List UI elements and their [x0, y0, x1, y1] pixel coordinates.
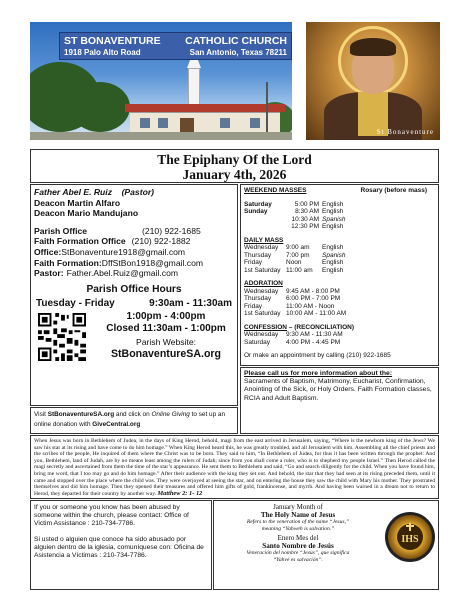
mass-time: 10:30 AM: [291, 215, 319, 223]
faith-formation-label: Faith Formation Office: [34, 236, 126, 247]
giving-text: and click on: [114, 411, 152, 418]
window: [250, 118, 260, 128]
saint-caption: St Bonaventure: [376, 128, 434, 136]
mass-language: Spanish: [322, 251, 346, 259]
office-email[interactable]: StBonaventure1918@gmail.com: [61, 246, 186, 257]
gospel-reading: [30, 435, 439, 499]
address-city: San Antonio, Texas 78211: [189, 48, 287, 57]
daily-mass-table: [244, 244, 435, 274]
mass-schedule-box: [240, 184, 439, 366]
website-label: Parish Website:: [135, 336, 197, 347]
giving-text: to set up an online donation with: [34, 411, 226, 428]
weekend-masses-header: WEEKEND MASSES: [244, 187, 307, 194]
church-roof: [125, 104, 285, 112]
steeple: [188, 68, 200, 106]
header: [30, 22, 440, 140]
mass-day: [244, 223, 286, 231]
ff-email-label: Faith Formation:: [34, 257, 102, 268]
adoration-time: 6:00 PM - 7:00 PM: [286, 295, 341, 302]
address-street: 1918 Palo Alto Road: [64, 48, 141, 57]
month-devotion-box: [213, 500, 439, 590]
office-morning-hours: 9:30am - 11:30am: [149, 297, 232, 309]
parish-office-label: Parish Office: [34, 225, 88, 236]
contact-list: [34, 226, 234, 279]
giving-text: Visit: [34, 411, 48, 418]
office-afternoon-hours: 1:00pm - 4:00pm: [126, 310, 206, 322]
clergy-list: [34, 187, 234, 219]
mass-time: 8:30 AM: [295, 208, 319, 215]
bulletin-title: [30, 149, 439, 183]
adoration-time: 11:00 AM - Noon: [286, 302, 335, 310]
office-hours-title: Parish Office Hours: [86, 283, 182, 295]
month-title-en: The Holy Name of Jesus: [260, 511, 336, 519]
bulletin-date: January 4th, 2026: [182, 167, 287, 182]
adoration-time: 10:00 AM - 11:00 AM: [286, 310, 347, 317]
church-name-right: CATHOLIC CHURCH: [185, 35, 287, 47]
church-name-left: ST BONAVENTURE: [64, 35, 161, 47]
office-hours: [34, 297, 234, 310]
mass-day: Friday: [244, 259, 263, 266]
sacraments-header: Please call us for more information about the:: [244, 370, 393, 377]
weekend-mass-table: [244, 201, 435, 231]
qr-code-icon[interactable]: [38, 313, 86, 361]
church-photo: [30, 22, 292, 140]
office-closed-hours: Closed 11:30am - 1:00pm: [106, 323, 226, 335]
office-email-label: Office:: [34, 246, 62, 257]
mass-language: English: [322, 259, 344, 266]
mass-day: Thursday: [244, 251, 272, 259]
window: [220, 118, 230, 128]
parish-info-box: [30, 184, 238, 406]
ff-email[interactable]: DffStBon1918@gmail.com: [101, 257, 204, 268]
ground: [30, 132, 292, 140]
adoration-day: Wednesday: [244, 287, 279, 295]
mass-time: Noon: [286, 259, 302, 266]
month-desc-es: “Yahvé es salvación”.: [273, 556, 323, 563]
mass-day: 1st Saturday: [244, 266, 281, 274]
mass-language: English: [322, 208, 344, 215]
give-central-link[interactable]: GiveCentral.org: [92, 421, 141, 428]
confession-day: Saturday: [244, 338, 271, 346]
month-label-es: Enero Mes del: [277, 533, 319, 542]
month-desc-en: Refers to the veneration of the name “Jesus,”: [246, 519, 350, 526]
feast-title: The Epiphany Of the Lord: [157, 152, 312, 167]
confession-header: CONFESSION: [244, 323, 287, 331]
qr-area: [34, 311, 234, 371]
confession-table: [244, 331, 435, 346]
pastor-email[interactable]: Father.Abel.Ruiz@gmail.com: [66, 268, 179, 279]
mass-language: English: [322, 266, 344, 274]
online-giving-label: Online Giving: [151, 411, 190, 418]
deacon-name: Deacon Martin Alfaro: [34, 197, 121, 208]
adoration-day: 1st Saturday: [244, 310, 281, 317]
deacon-name: Deacon Mario Mandujano: [34, 208, 139, 219]
gospel-text: When Jesus was born in Bethlehem of Judea, in the days of King Herod, behold, magi from the east arrived in Jerusalem, saying, “Where is the newborn king of the Jews? We saw his star at its rising and have come to do him homage.” When King Herod heard this, he was greatly troubled, and all Jerusalem with him. Assembling all the chief priests and the scribes of the people, He inquired of them where the Christ was to be born. They said to him, “In Bethlehem of Judea, for thus it has been written through the prophet: And you, Bethlehem, land of Judah, are by no means least among the rulers of Judah; since from you shall come a ruler, who is to shepherd my people Israel.” Then Herod called the magi secretly and ascertained from them the time of the star’s appearance. He sent them to Bethlehem and said, “Go and search diligently for the child. When you have found him, bring me word, that I too may go and do him homage.” After their audience with the king they set out. And behold, the star that they had seen at its rising preceded them, until it came and stopped over the place where the child was. They were overjoyed at seeing the star, and on entering the house they saw the child with Mary his mother. They prostrated themselves and did him homage. Then they opened their treasures and offered him gifts of gold, frankincense, and myrrh. And having been warned in a dream not to return to Herod, they departed for their country by another way.: [34, 438, 435, 497]
victim-assistance-english: If you or someone you know has been abused by someone within the church, please contact: Office of Victim Assistance : 210-734-7786.: [34, 504, 189, 527]
parish-office-phone[interactable]: (210) 922-1685: [142, 225, 201, 236]
month-desc-en: meaning “Yahweh is salvation.”: [261, 526, 335, 532]
window: [158, 118, 168, 128]
pastor-role: (Pastor): [121, 187, 155, 197]
sacraments-text: Sacraments of Baptism, Matrimony, Eucharist, Confirmation, Anointing of the Sick, or Holy Orders. Faith Formation classes, RCIA and Adult Baptism.: [244, 378, 432, 402]
mass-time: 11:00 am: [286, 266, 313, 274]
mass-time: 9:00 am: [286, 244, 310, 251]
mass-time: 12:30 PM: [291, 223, 319, 230]
mass-day: Sunday: [244, 208, 268, 215]
mass-day: Saturday: [244, 200, 272, 208]
mass-language: English: [322, 223, 344, 230]
mass-time: 7:00 pm: [286, 251, 310, 259]
online-giving-box: [30, 407, 238, 434]
window: [140, 118, 150, 128]
gospel-reference: Matthew 2: 1- 12: [157, 489, 203, 497]
rosary-header: Rosary (before mass): [360, 187, 427, 194]
mass-language: Spanish: [322, 215, 346, 223]
saint-portrait: [306, 22, 440, 140]
svg-text:IHS: IHS: [401, 534, 419, 545]
adoration-day: Thursday: [244, 295, 272, 302]
giving-site-link[interactable]: StBonaventureSA.org: [47, 411, 115, 418]
confession-suffix: – (RECONCILIATION): [286, 323, 355, 331]
pastor-email-label: Pastor:: [34, 268, 64, 279]
saint-hair: [350, 38, 396, 56]
mass-day: Wednesday: [244, 244, 279, 251]
mass-time: 5:00 PM: [294, 200, 319, 208]
victim-assistance-box: [30, 500, 212, 590]
parish-website-link[interactable]: StBonaventureSA.org: [110, 348, 222, 361]
tree: [70, 82, 130, 132]
confession-time: 9:30 AM - 11:30 AM: [286, 331, 343, 338]
mass-language: English: [322, 244, 344, 251]
month-label-en: January Month of: [273, 503, 323, 511]
month-desc-es: Veneración del nombre “Jesús”, que significa: [246, 550, 350, 556]
adoration-day: Friday: [244, 302, 263, 310]
office-days: Tuesday - Friday: [36, 297, 115, 309]
faith-formation-phone[interactable]: (210) 922-1882: [131, 236, 191, 247]
confession-time: 4:00 PM - 4:45 PM: [286, 338, 341, 346]
mass-language: English: [322, 200, 344, 208]
victim-assistance-spanish: Si usted o alguien que conoce ha sido abusado por alguien dentro de la iglesia, comuníquese con: Oficina de Asistencia a Víctimas : 210-734-7786.: [34, 536, 204, 559]
ihs-monogram-icon: [384, 511, 436, 563]
mass-day: [244, 216, 286, 224]
sacraments-info-box: [240, 367, 439, 434]
pastor-name: Father Abel E. Ruiz: [34, 187, 112, 197]
adoration-time: 9:45 AM - 8:00 PM: [286, 287, 340, 295]
church-banner: [59, 32, 292, 60]
month-title-es: Santo Nombre de Jesús: [262, 541, 334, 550]
confession-day: Wednesday: [244, 331, 279, 338]
daily-mass-header: DAILY MASS: [244, 236, 284, 244]
adoration-table: [244, 288, 435, 318]
appointment-note: Or make an appointment by calling (210) 922-1685: [244, 352, 391, 359]
adoration-header: ADORATION: [244, 280, 283, 287]
